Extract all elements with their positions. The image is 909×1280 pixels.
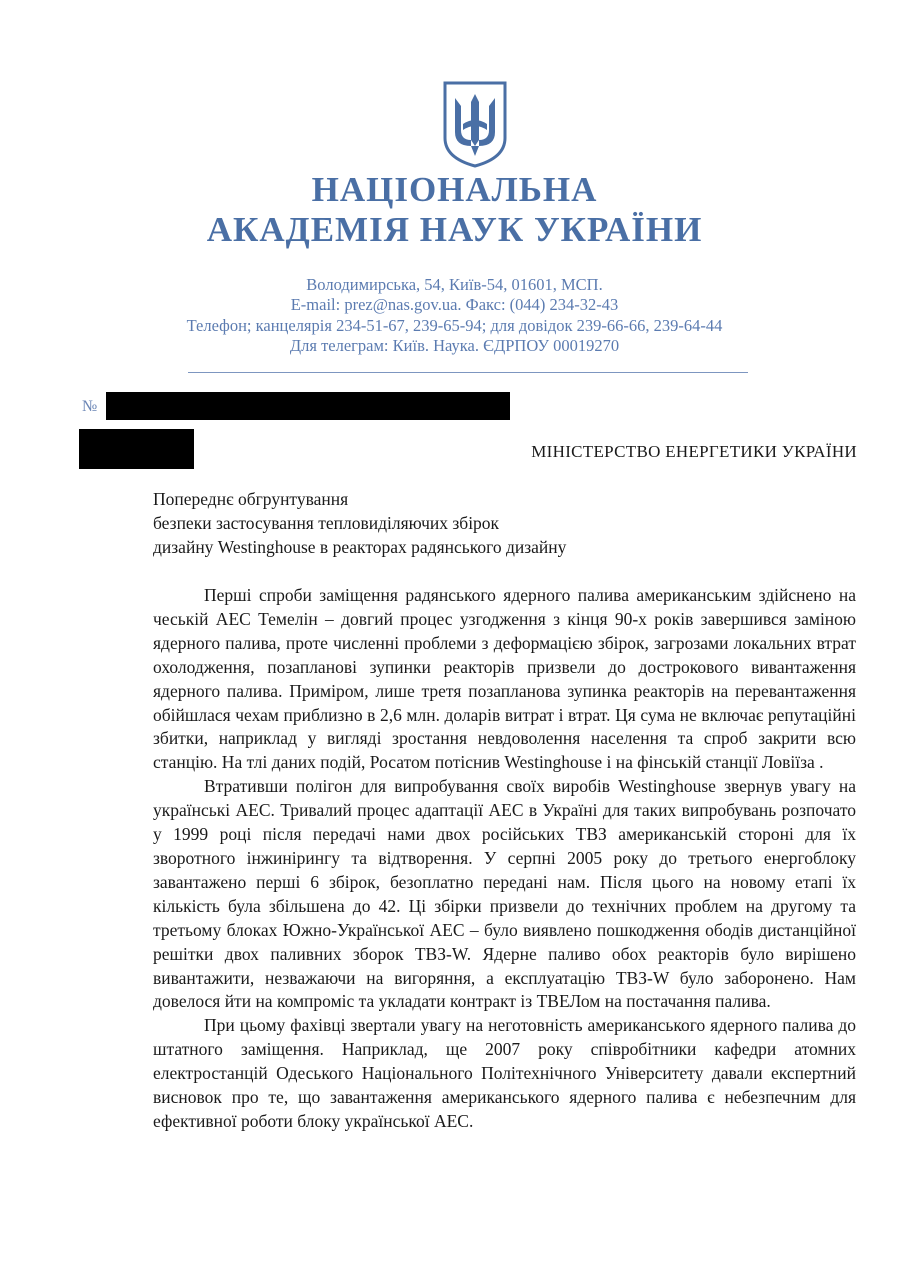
org-title-line2: АКАДЕМІЯ НАУК УКРАЇНИ — [206, 210, 703, 249]
redaction-bar-date — [79, 429, 194, 469]
org-email-fax: E-mail: prez@nas.gov.ua. Факс: (044) 234-32-43 — [290, 295, 619, 314]
org-telegram: Для телеграм: Київ. Наука. ЄДРПОУ 00019270 — [289, 336, 620, 355]
recipient: МІНІСТЕРСТВО ЕНЕРГЕТИКИ УКРАЇНИ — [531, 442, 857, 461]
subject-line: дизайну Westinghouse в реакторах радянського дизайну — [153, 537, 567, 557]
body-paragraph: Втративши полігон для випробування своїх виробів Westinghouse звернув увагу на українські АЕС. Тривалий процес адаптації АЕС в Україні для таких випробувань розпочато у 1999 році після передачі нами двох російських ТВЗ американській стороні для їх зворотного інжинірингу та відтворення. У серпні 2005 року до третього енергоблоку завантажено перші 6 збірок, безоплатно передані нам. Після цього на новому етапі їх кількість була збільшена до 42. Ці збірки призвели до технічних проблем на другому та третьому блоках Южно-Української АЕС – було виявлено пошкодження ободів дистанційної решітки двох паливних зборок ТВЗ-W. Ядерне паливо обох реакторів було вирішено вивантажити, незважаючи на вигоряння, а експлуатацію ТВЗ-W було заборонено. Нам довелося йти на компроміс та укладати контракт із ТВЕЛом на постачання палива. — [153, 776, 856, 1012]
body-paragraph: При цьому фахівці звертали увагу на неготовність американського ядерного палива до штатного заміщення. Наприклад, ще 2007 року співробітники кафедри атомних електростанцій Одеського Національного Політехнічного Університету давали експертний висновок про те, що завантаження американського ядерного палива є небезпечним для ефективної роботи блоку української АЕС. — [153, 1015, 856, 1131]
org-phones: Телефон; канцелярія 234-51-67, 239-65-94; для довідок 239-66-66, 239-64-44 — [186, 316, 723, 335]
org-address: Володимирська, 54, Київ-54, 01601, МСП. — [306, 275, 603, 294]
header-divider — [188, 372, 748, 373]
reference-number-label: № — [82, 398, 98, 415]
body-paragraph: Перші спроби заміщення радянського ядерного палива американським здійснено на чеській АЕС Темелін – довгий процес узгодження з кінця 90-х років завершився заміною ядерного палива, проте численні проблеми з деформацією збірок, загрозами локальних втрат охолодження, позапланові зупинки реакторів призвели до дострокового вивантаження ядерного палива. Приміром, лише третя позапланова зупинка реакторів на перевантаження обійшлася чехам приблизно в 2,6 млн. доларів витрат і втрат. Ця сума не включає репутаційні збитки, наприклад у вигляді зростання невдоволення населення та спроб закрити всю станцію. На тлі даних подій, Росатом потіснив Westinghouse і на фінській станції Ловіїза . — [153, 585, 856, 773]
letter-body — [153, 584, 856, 1134]
subject-line: Попереднє обгрунтування — [153, 489, 349, 509]
subject-line: безпеки застосування тепловиділяючих збірок — [153, 513, 500, 533]
subject-block — [153, 487, 566, 559]
org-title-line1: НАЦІОНАЛЬНА — [311, 170, 598, 209]
redaction-bar-reference — [106, 392, 510, 420]
trident-emblem-icon — [441, 80, 509, 168]
